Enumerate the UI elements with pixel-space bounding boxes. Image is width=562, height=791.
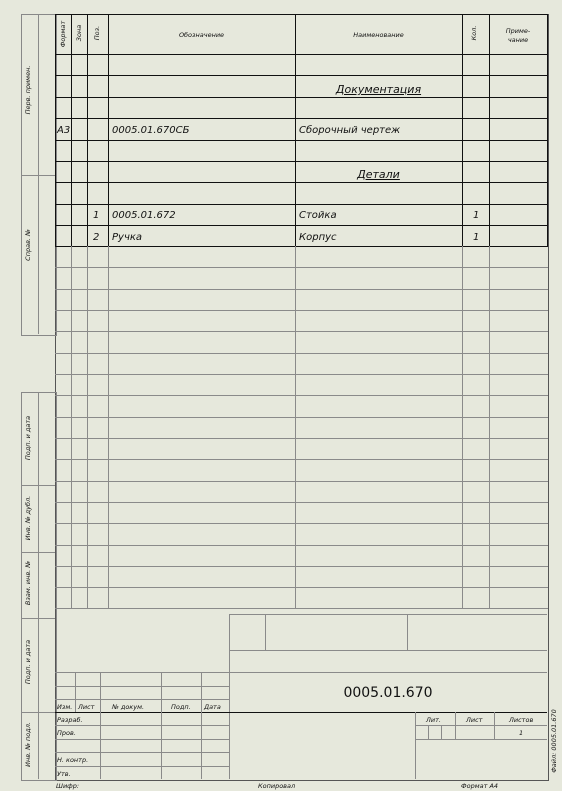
tb-lit: Лит. bbox=[426, 716, 441, 724]
footer-format: Формат А4 bbox=[461, 782, 499, 790]
row-name-2: Корпус bbox=[299, 232, 337, 243]
row-designation-1: 0005.01.672 bbox=[112, 210, 176, 221]
label-inv-dubl: Инв. № дубл. bbox=[24, 495, 32, 541]
row-format-a3: А3 bbox=[57, 125, 71, 136]
tb-podp: Подп. bbox=[171, 703, 191, 711]
section-documentation: Документация bbox=[335, 83, 422, 96]
tb-prov: Пров. bbox=[57, 729, 76, 737]
row-qty-2: 1 bbox=[473, 232, 480, 243]
tb-listov-value: 1 bbox=[519, 729, 524, 737]
file-label: Файл: 0005.01.670 bbox=[550, 709, 558, 773]
tb-utv: Утв. bbox=[57, 770, 71, 778]
title-doc-number: 0005.01.670 bbox=[343, 685, 433, 701]
header-pos: Поз. bbox=[93, 25, 101, 41]
header-designation: Обозначение bbox=[178, 31, 225, 39]
row-qty-1: 1 bbox=[473, 210, 480, 221]
footer-kopiroval: Копировал bbox=[258, 782, 296, 790]
tb-izm: Изм. bbox=[57, 703, 73, 711]
label-sprav-no: Справ. № bbox=[24, 229, 32, 261]
label-inv-podl: Инв. № подл. bbox=[24, 722, 32, 767]
row-name-1: Стойка bbox=[299, 210, 337, 221]
footer-shifr: Шифр: bbox=[56, 782, 80, 790]
tb-data: Дата bbox=[204, 703, 221, 711]
header-name: Наименование bbox=[353, 31, 404, 39]
tb-list: Лист bbox=[78, 703, 95, 711]
header-qty: Кол. bbox=[470, 25, 478, 41]
header-zone: Зона bbox=[75, 24, 83, 42]
header-note-line2: чание bbox=[507, 36, 529, 44]
tb-list2: Лист bbox=[466, 716, 483, 724]
header-note-line1: Приме- bbox=[505, 27, 531, 35]
label-podp-data-2: Подп. и дата bbox=[24, 639, 32, 685]
row-designation-assembly: 0005.01.670СБ bbox=[112, 125, 190, 136]
header-format: Формат bbox=[59, 20, 67, 48]
label-podp-data-1: Подп. и дата bbox=[24, 415, 32, 461]
row-pos-2: 2 bbox=[93, 232, 100, 243]
tb-n-dokum: № докум. bbox=[112, 703, 145, 711]
tb-n-kontr: Н. контр. bbox=[57, 756, 89, 764]
label-vzam-inv: Взам. инв. № bbox=[24, 560, 32, 606]
row-name-assembly: Сборочный чертеж bbox=[299, 125, 401, 136]
section-parts: Детали bbox=[357, 168, 400, 181]
row-pos-1: 1 bbox=[93, 210, 100, 221]
tb-listov: Листов bbox=[509, 716, 534, 724]
label-perv-primen: Перв. примен. bbox=[24, 65, 32, 115]
tb-razrab: Разраб. bbox=[57, 716, 83, 724]
row-designation-2: Ручка bbox=[112, 232, 143, 243]
